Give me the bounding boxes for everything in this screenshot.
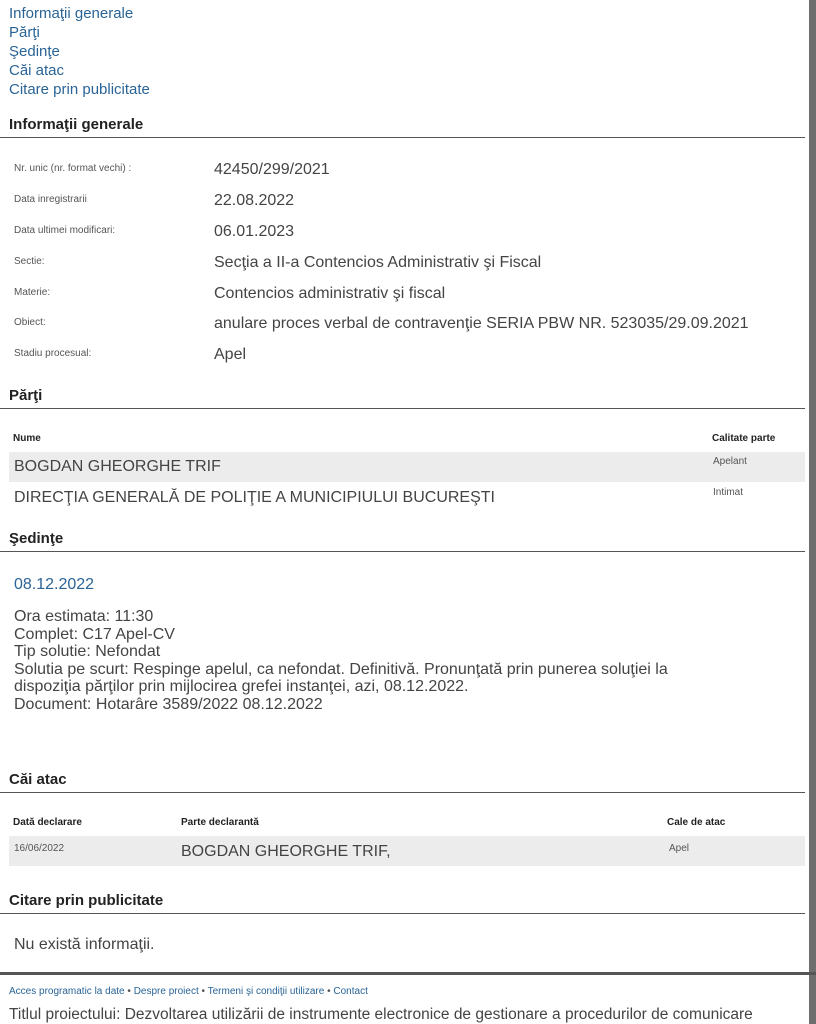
section-heading-cai-atac: Căi atac	[9, 771, 67, 788]
project-title: Titlul proiectului: Dezvoltarea utilizării de instrumente electronice de gestionare a procedurilor de comunicare	[9, 1006, 753, 1023]
info-row-sectie	[0, 254, 805, 284]
column-header-data-declarare: Dată declarare	[13, 817, 82, 828]
info-value: 22.08.2022	[214, 192, 295, 209]
info-row-data-modificari	[0, 223, 805, 253]
info-value: Secţia a II-a Contencios Administrativ şi Fiscal	[214, 254, 542, 271]
footer-separator: •	[201, 986, 208, 997]
column-header-calitate: Calitate parte	[712, 433, 776, 444]
column-header-nume: Nume	[13, 433, 41, 444]
info-value: Contencios administrativ şi fiscal	[214, 285, 446, 302]
footer-link-termeni[interactable]: Termeni şi condiţii utilizare	[207, 986, 325, 997]
section-divider	[0, 792, 805, 793]
hearing-line: Tip solutie: Nefondat	[14, 643, 161, 660]
hearing-line: Ora estimata: 11:30	[14, 608, 154, 625]
table-row	[9, 452, 805, 482]
section-heading-general: Informaţii generale	[9, 116, 144, 133]
info-row-nr-unic	[0, 161, 805, 191]
info-value: Apel	[214, 346, 247, 363]
footer-separator: •	[127, 986, 134, 997]
appeal-party: BOGDAN GHEORGHE TRIF,	[181, 843, 391, 860]
party-role: Intimat	[713, 487, 744, 498]
info-label: Data inregistrarii	[14, 194, 87, 205]
hearing-line: Document: Hotarâre 3589/2022 08.12.2022	[14, 695, 323, 713]
section-divider	[0, 408, 805, 409]
scrollbar[interactable]	[809, 0, 816, 1024]
info-row-obiect	[0, 315, 805, 345]
nav-link-cai-atac[interactable]: Căi atac	[9, 62, 65, 79]
info-label: Data ultimei modificari:	[14, 225, 116, 236]
info-label: Obiect:	[14, 317, 46, 328]
hearing-line: dispoziţia părţilor prin mijlocirea grefei instanţei, azi, 08.12.2022.	[14, 678, 469, 695]
hearing-details	[14, 608, 668, 713]
footer-separator: •	[327, 986, 334, 997]
party-name: BOGDAN GHEORGHE TRIF	[14, 458, 221, 475]
footer-link-acces-programatic[interactable]: Acces programatic la date	[9, 986, 125, 997]
nav-link-informatii-generale[interactable]: Informaţii generale	[9, 5, 134, 22]
hearing-line: Solutia pe scurt: Respinge apelul, ca nefondat. Definitivă. Pronunţată prin punerea soluţiei la	[14, 660, 668, 678]
nav-link-sedinte[interactable]: Şedinţe	[9, 43, 60, 60]
info-value: anulare proces verbal de contravenţie SERIA PBW NR. 523035/29.09.2021	[214, 315, 749, 332]
appeal-type: Apel	[669, 843, 690, 854]
appeal-date: 16/06/2022	[14, 843, 65, 854]
info-row-stadiu	[0, 346, 805, 376]
section-heading-sedinte: Şedinţe	[9, 530, 64, 547]
hearing-date[interactable]: 08.12.2022	[14, 576, 95, 593]
info-row-data-inregistrarii	[0, 192, 805, 222]
info-row-materie	[0, 285, 805, 315]
column-header-cale-atac: Cale de atac	[667, 817, 726, 828]
column-header-parte-declaranta: Parte declarantă	[181, 817, 259, 828]
info-label: Sectie:	[14, 256, 45, 267]
info-value: 42450/299/2021	[214, 161, 330, 178]
party-role: Apelant	[713, 456, 747, 467]
footer-links	[9, 986, 368, 997]
section-heading-citare: Citare prin publicitate	[9, 892, 164, 909]
footer-link-contact[interactable]: Contact	[333, 986, 368, 997]
info-label: Materie:	[14, 287, 51, 298]
section-divider	[0, 913, 805, 914]
section-heading-parti: Părţi	[9, 387, 43, 404]
info-label: Nr. unic (nr. format vechi) :	[14, 163, 132, 174]
section-divider	[0, 137, 805, 138]
footer-link-despre-proiect[interactable]: Despre proiect	[133, 986, 199, 997]
no-info-text: Nu există informaţii.	[14, 936, 155, 953]
section-nav	[9, 4, 150, 99]
info-value: 06.01.2023	[214, 223, 295, 240]
section-divider	[0, 551, 805, 552]
nav-link-citare[interactable]: Citare prin publicitate	[9, 81, 150, 98]
table-row	[9, 836, 805, 866]
footer-divider	[0, 972, 816, 975]
hearing-line: Complet: C17 Apel-CV	[14, 625, 175, 643]
info-label: Stadiu procesual:	[14, 348, 92, 359]
party-name: DIRECŢIA GENERALĂ DE POLIŢIE A MUNICIPIULUI BUCUREŞTI	[14, 489, 495, 506]
nav-link-parti[interactable]: Părţi	[9, 24, 40, 41]
table-row	[9, 483, 805, 513]
